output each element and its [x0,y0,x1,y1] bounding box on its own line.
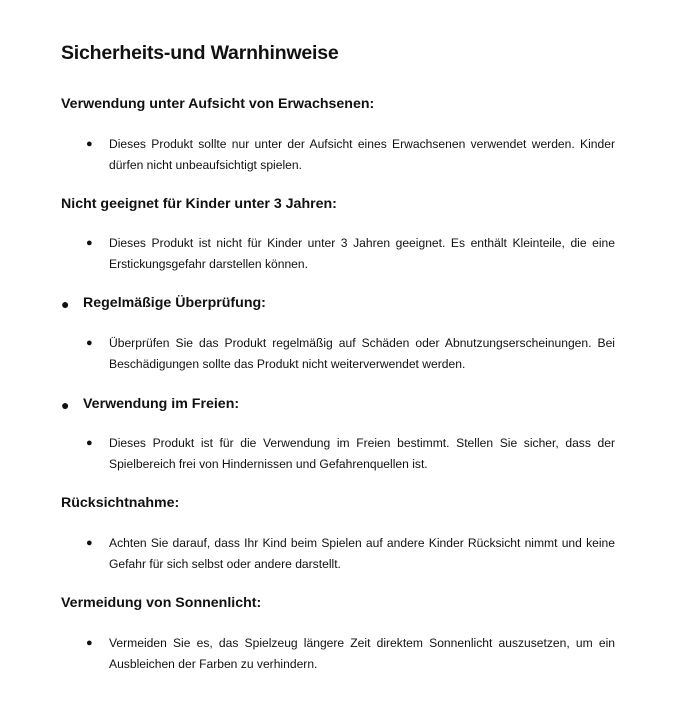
bullet-icon: ● [86,537,93,549]
heading-bullet-icon: ● [61,397,70,413]
section-item-sunlight: Vermeiden Sie es, das Spielzeug längere Zeit direktem Sonnenlicht auszusetzen, um ein Ausbleichen der Farben zu verhindern. [109,636,615,671]
section-item-supervision: Dieses Produkt sollte nur unter der Aufsicht eines Erwachsenen verwendet werden. Kinder dürfen nicht unbeaufsichtigt spielen. [109,137,615,172]
section-item-consideration: Achten Sie darauf, dass Ihr Kind beim Spielen auf andere Kinder Rücksicht nimmt und keine Gefahr für sich selbst oder andere darstellt. [109,536,615,571]
bullet-icon: ● [86,237,93,249]
bullet-icon: ● [86,337,93,349]
section-heading-age-restriction: Nicht geeignet für Kinder unter 3 Jahren: [61,196,337,212]
heading-bullet-icon: ● [61,296,70,312]
section-heading-sunlight: Vermeidung von Sonnenlicht: [61,595,262,611]
document-title: Sicherheits-und Warnhinweise [61,42,339,64]
bullet-icon: ● [86,437,93,449]
section-heading-outdoor-use: Verwendung im Freien: [83,396,240,412]
section-item-inspection: Überprüfen Sie das Produkt regelmäßig auf Schäden oder Abnutzungserscheinungen. Bei Beschädigungen sollte das Produkt nicht weiterverwendet werden. [109,336,615,371]
bullet-icon: ● [86,637,93,649]
bullet-icon: ● [86,138,93,150]
section-item-age-restriction: Dieses Produkt ist nicht für Kinder unter 3 Jahren geeignet. Es enthält Kleinteile, die eine Erstickungsgefahr darstellen können. [109,236,615,271]
section-heading-supervision: Verwendung unter Aufsicht von Erwachsenen: [61,96,375,112]
section-heading-consideration: Rücksichtnahme: [61,495,180,511]
section-heading-inspection: Regelmäßige Überprüfung: [83,295,266,311]
section-item-outdoor-use: Dieses Produkt ist für die Verwendung im Freien bestimmt. Stellen Sie sicher, dass der Spielbereich frei von Hindernissen und Gefahrenquellen ist. [109,436,615,471]
